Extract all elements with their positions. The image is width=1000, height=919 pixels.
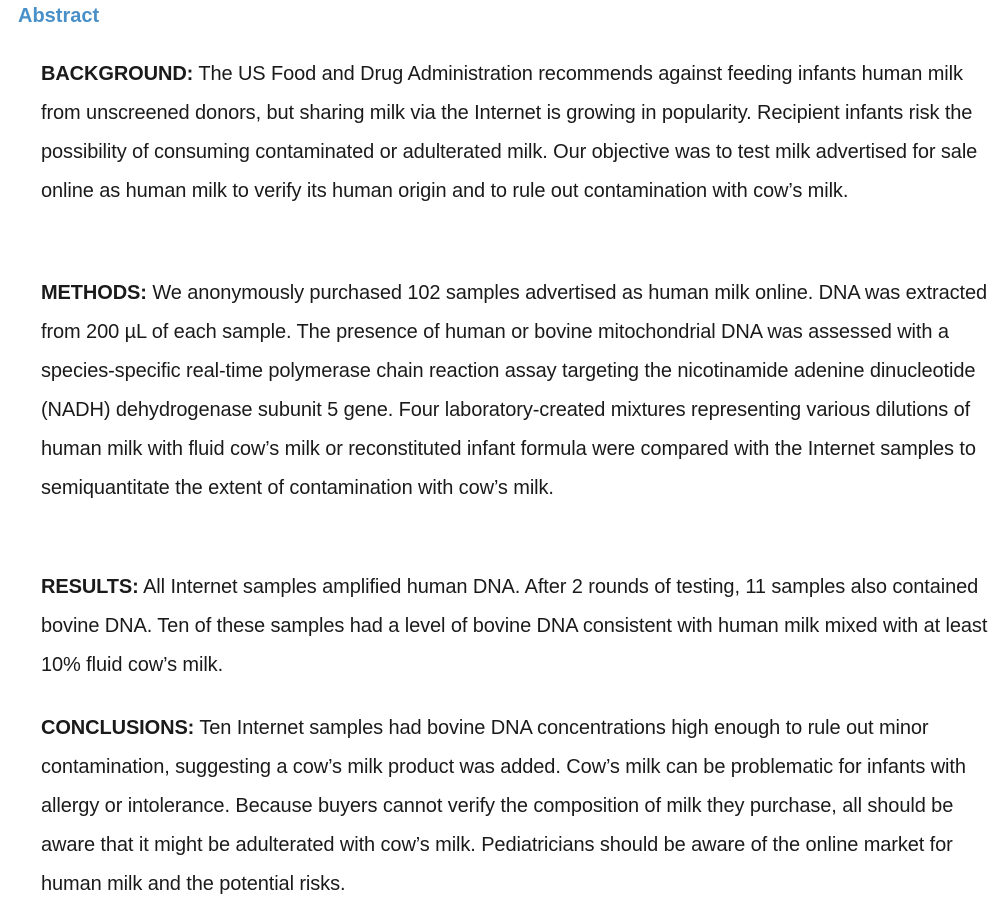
section-label: METHODS:: [41, 282, 147, 304]
section-text: Ten Internet samples had bovine DNA concentrations high enough to rule out minor contamination, suggesting a cow’s milk product was added. Cow’s milk can be problematic for infants with allergy or intolerance. Because buyers cannot verify the composition of milk they purchase, all should be aware that it might be adulterated with cow’s milk. Pediatricians should be aware of the online market for human milk and the potential risks.: [41, 717, 966, 895]
section-label: CONCLUSIONS:: [41, 717, 195, 739]
abstract-section-background: [41, 55, 991, 211]
abstract-section-methods: [41, 274, 991, 508]
abstract-section-conclusions: [41, 709, 991, 904]
abstract-section-results: [41, 568, 991, 685]
abstract-heading: Abstract: [18, 5, 100, 27]
section-label: RESULTS:: [41, 576, 139, 598]
section-text: The US Food and Drug Administration recommends against feeding infants human milk from unscreened donors, but sharing milk via the Internet is growing in popularity. Recipient infants risk the possibility of consuming contaminated or adulterated milk. Our objective was to test milk advertised for sale online as human milk to verify its human origin and to rule out contamination with cow’s milk.: [41, 63, 978, 202]
section-text: All Internet samples amplified human DNA. After 2 rounds of testing, 11 samples also contained bovine DNA. Ten of these samples had a level of bovine DNA consistent with human milk mixed with at least 10% fluid cow’s milk.: [41, 576, 988, 676]
section-label: BACKGROUND:: [41, 63, 194, 85]
section-text: We anonymously purchased 102 samples advertised as human milk online. DNA was extracted from 200 µL of each sample. The presence of human or bovine mitochondrial DNA was assessed with a species-specific real-time polymerase chain reaction assay targeting the nicotinamide adenine dinucleotide (NADH) dehydrogenase subunit 5 gene. Four laboratory-created mixtures representing various dilutions of human milk with fluid cow’s milk or reconstituted infant formula were compared with the Internet samples to semiquantitate the extent of contamination with cow’s milk.: [41, 282, 988, 499]
